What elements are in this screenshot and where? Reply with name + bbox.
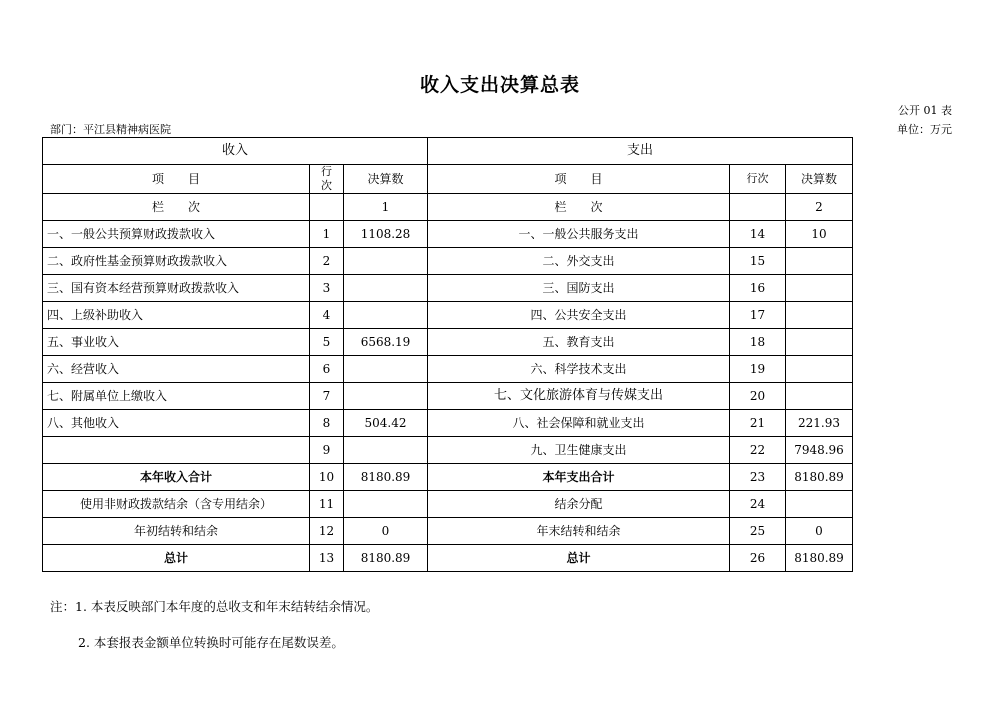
income-row-no: 3 — [310, 275, 344, 302]
note-1: 注：1. 本表反映部门本年度的总收支和年末结转结余情况。 — [50, 599, 379, 614]
table-row — [43, 383, 853, 410]
income-item: 使用非财政拨款结余（含专用结余） — [43, 491, 310, 518]
total-row — [43, 545, 853, 572]
expense-column-label: 栏 次 — [428, 194, 730, 221]
income-row-no: 6 — [310, 356, 344, 383]
income-amount: 6568.19 — [344, 329, 428, 356]
form-code: 公开 01 表 — [898, 104, 952, 117]
income-amount — [344, 383, 428, 410]
income-column-blank — [310, 194, 344, 221]
income-amount-header: 决算数 — [344, 165, 428, 194]
income-amount — [344, 491, 428, 518]
table-row — [43, 356, 853, 383]
income-row-no: 8 — [310, 410, 344, 437]
unit-label: 单位：万元 — [897, 123, 952, 136]
income-amount — [344, 275, 428, 302]
expense-row-no: 14 — [730, 221, 786, 248]
table-row — [43, 410, 853, 437]
expense-amount — [786, 329, 853, 356]
income-column-label: 栏 次 — [43, 194, 310, 221]
expense-item: 五、教育支出 — [428, 329, 730, 356]
expense-item: 七、文化旅游体育与传媒支出 — [428, 383, 730, 410]
income-item: 八、其他收入 — [43, 410, 310, 437]
income-total-label: 总计 — [43, 545, 310, 572]
expense-amount: 10 — [786, 221, 853, 248]
income-row-no: 9 — [310, 437, 344, 464]
expense-column-blank — [730, 194, 786, 221]
income-item — [43, 437, 310, 464]
expense-item: 结余分配 — [428, 491, 730, 518]
expense-row-no: 22 — [730, 437, 786, 464]
expense-total-label: 总计 — [428, 545, 730, 572]
expense-row-no: 23 — [730, 464, 786, 491]
income-row-no: 10 — [310, 464, 344, 491]
expense-amount — [786, 491, 853, 518]
page-title: 收入支出决算总表 — [419, 74, 580, 96]
income-amount — [344, 356, 428, 383]
expense-subtotal-label: 本年支出合计 — [428, 464, 730, 491]
expense-item: 一、一般公共服务支出 — [428, 221, 730, 248]
income-row-no: 12 — [310, 518, 344, 545]
expense-row-no: 17 — [730, 302, 786, 329]
expense-item: 八、社会保障和就业支出 — [428, 410, 730, 437]
income-row-no: 1 — [310, 221, 344, 248]
expense-column-number: 2 — [786, 194, 853, 221]
income-row-no: 4 — [310, 302, 344, 329]
income-column-number: 1 — [344, 194, 428, 221]
table-row — [43, 275, 853, 302]
subtotal-row — [43, 464, 853, 491]
table-row — [43, 491, 853, 518]
income-item: 五、事业收入 — [43, 329, 310, 356]
expense-amount — [786, 275, 853, 302]
income-amount — [344, 302, 428, 329]
expense-row-no: 16 — [730, 275, 786, 302]
income-item: 六、经营收入 — [43, 356, 310, 383]
income-row-no: 13 — [310, 545, 344, 572]
expense-item: 二、外交支出 — [428, 248, 730, 275]
table-row — [43, 329, 853, 356]
expense-row-no: 15 — [730, 248, 786, 275]
income-item: 一、一般公共预算财政拨款收入 — [43, 221, 310, 248]
expense-subtotal-amount: 8180.89 — [786, 464, 853, 491]
expense-row-no: 19 — [730, 356, 786, 383]
income-section-header: 收入 — [43, 138, 428, 165]
expense-amount — [786, 302, 853, 329]
income-row-no: 7 — [310, 383, 344, 410]
income-total-amount: 8180.89 — [344, 545, 428, 572]
income-amount — [344, 248, 428, 275]
income-amount — [344, 437, 428, 464]
table-row — [43, 221, 853, 248]
expense-item-header: 项 目 — [428, 165, 730, 194]
income-item: 七、附属单位上缴收入 — [43, 383, 310, 410]
income-subtotal-label: 本年收入合计 — [43, 464, 310, 491]
income-item: 三、国有资本经营预算财政拨款收入 — [43, 275, 310, 302]
income-item: 年初结转和结余 — [43, 518, 310, 545]
expense-amount: 7948.96 — [786, 437, 853, 464]
table-row — [43, 248, 853, 275]
income-row-no-header: 行次 — [310, 165, 344, 194]
final-accounts-table — [42, 137, 853, 572]
income-row-no: 5 — [310, 329, 344, 356]
expense-amount — [786, 248, 853, 275]
expense-item: 三、国防支出 — [428, 275, 730, 302]
income-row-no: 2 — [310, 248, 344, 275]
expense-amount — [786, 356, 853, 383]
expense-amount: 0 — [786, 518, 853, 545]
expense-item: 年末结转和结余 — [428, 518, 730, 545]
expense-item: 九、卫生健康支出 — [428, 437, 730, 464]
note-2: 2. 本套报表金额单位转换时可能存在尾数误差。 — [78, 635, 344, 650]
department-label: 部门：平江县精神病医院 — [50, 123, 171, 136]
expense-row-no-header: 行次 — [730, 165, 786, 194]
expense-row-no: 20 — [730, 383, 786, 410]
income-amount: 504.42 — [344, 410, 428, 437]
expense-row-no: 25 — [730, 518, 786, 545]
expense-total-amount: 8180.89 — [786, 545, 853, 572]
table-row — [43, 437, 853, 464]
expense-item: 六、科学技术支出 — [428, 356, 730, 383]
expense-amount-header: 决算数 — [786, 165, 853, 194]
expense-item: 四、公共安全支出 — [428, 302, 730, 329]
expense-row-no: 26 — [730, 545, 786, 572]
table-row — [43, 302, 853, 329]
expense-section-header: 支出 — [428, 138, 853, 165]
income-item-header: 项 目 — [43, 165, 310, 194]
expense-row-no: 21 — [730, 410, 786, 437]
income-row-no: 11 — [310, 491, 344, 518]
expense-row-no: 18 — [730, 329, 786, 356]
income-item: 四、上级补助收入 — [43, 302, 310, 329]
expense-amount — [786, 383, 853, 410]
expense-row-no: 24 — [730, 491, 786, 518]
income-subtotal-amount: 8180.89 — [344, 464, 428, 491]
income-amount: 0 — [344, 518, 428, 545]
income-item: 二、政府性基金预算财政拨款收入 — [43, 248, 310, 275]
income-amount: 1108.28 — [344, 221, 428, 248]
expense-amount: 221.93 — [786, 410, 853, 437]
table-row — [43, 518, 853, 545]
